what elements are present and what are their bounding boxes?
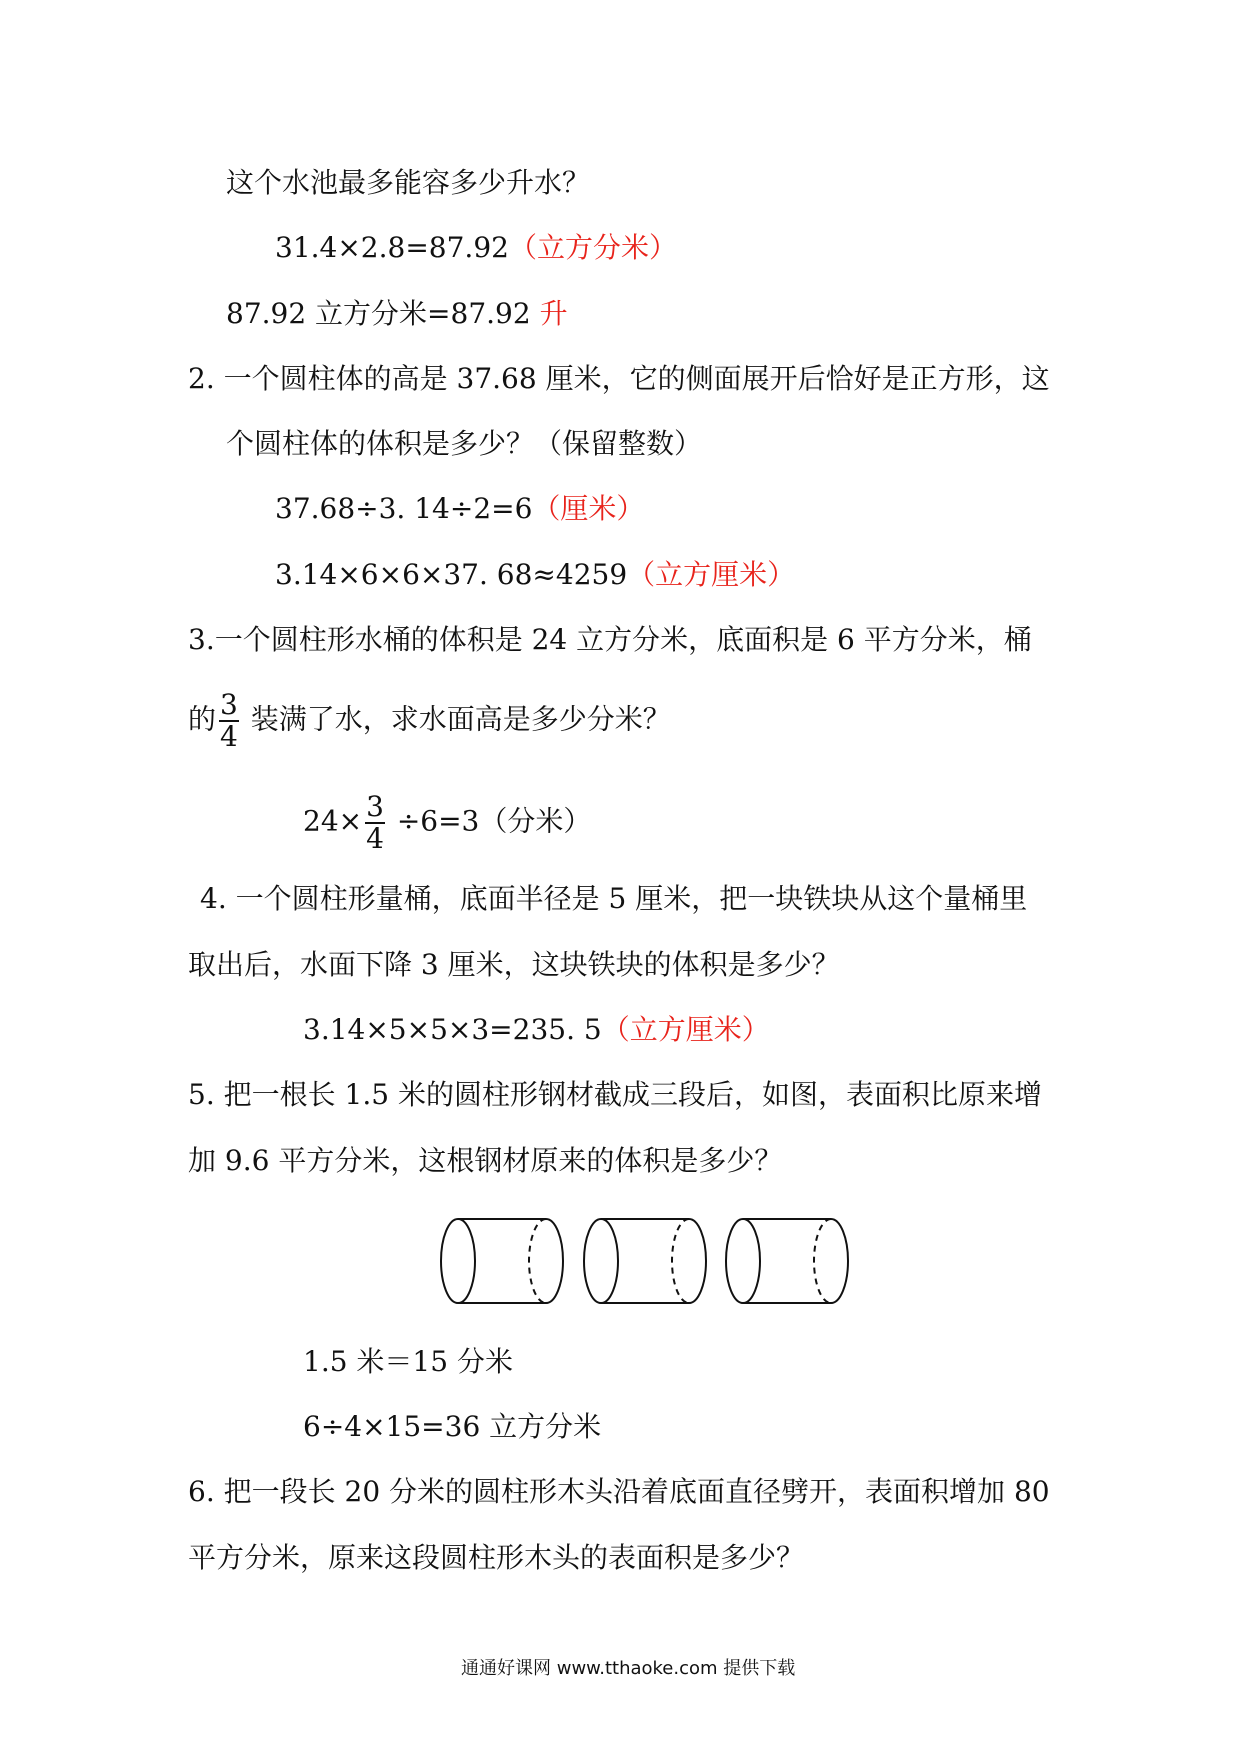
cylinder-figure: [438, 1206, 858, 1316]
solution-expression: 3.14×6×6×37. 68≈4259: [275, 558, 628, 591]
question-3-suffix: 装满了水，求水面高是多少分米？: [241, 702, 671, 736]
solution-line: 1.5 米＝15 分米: [303, 1345, 513, 1378]
question-text: 这个水池最多能容多少升水？: [226, 166, 591, 199]
question-3-prefix: 的: [188, 702, 217, 736]
question-4-text: 4. 一个圆柱形量桶，底面半径是 5 厘米，把一块铁块从这个量桶里: [200, 882, 1028, 915]
solution-line: [226, 296, 568, 332]
fraction-numerator: 3: [220, 688, 238, 721]
question-2-text: 个圆柱体的体积是多少？（保留整数）: [226, 427, 703, 460]
question-3-text: 3.一个圆柱形水桶的体积是 24 立方分米，底面积是 6 平方分米，桶: [188, 623, 1032, 656]
question-6-text: 平方分米，原来这段圆柱形木头的表面积是多少？: [188, 1541, 805, 1574]
cylinder-segment: [584, 1219, 706, 1303]
fraction-denominator: 4: [220, 720, 238, 753]
fraction-numerator: 3: [366, 790, 384, 823]
question-5-text: 加 9.6 平方分米，这根钢材原来的体积是多少？: [188, 1144, 783, 1177]
question-3-text: [188, 690, 671, 752]
solution-line: 6÷4×15=36 立方分米: [303, 1410, 602, 1443]
solution-expression: 87.92 立方分米=87.92: [226, 297, 531, 330]
solution-expression: 37.68÷3. 14÷2=6: [275, 492, 533, 525]
solution-line: [303, 1012, 770, 1048]
solution-line: [275, 230, 677, 266]
question-4-text: 取出后，水面下降 3 厘米，这块铁块的体积是多少？: [188, 948, 840, 981]
unit-label: （厘米）: [532, 492, 645, 525]
question-5-text: 5. 把一根长 1.5 米的圆柱形钢材截成三段后，如图，表面积比原来增: [188, 1078, 1042, 1111]
solution-line: [303, 792, 591, 854]
question-2-text: 2. 一个圆柱体的高是 37.68 厘米，它的侧面展开后恰好是正方形，这: [188, 362, 1050, 395]
solution-suffix: ÷6=3（分米）: [387, 804, 592, 838]
cylinder-segment: [441, 1219, 563, 1303]
unit-label: （立方分米）: [508, 231, 677, 264]
fraction-denominator: 4: [366, 822, 384, 855]
fraction: [365, 792, 385, 854]
solution-prefix: 24×: [303, 804, 363, 838]
solution-line: [275, 491, 644, 527]
unit-label: （立方厘米）: [627, 558, 796, 591]
fraction: [219, 690, 239, 752]
question-6-text: 6. 把一段长 20 分米的圆柱形木头沿着底面直径劈开，表面积增加 80: [188, 1475, 1050, 1508]
unit-label: 升: [539, 297, 568, 330]
cylinder-segment: [726, 1219, 848, 1303]
solution-expression: 3.14×5×5×3=235. 5: [303, 1013, 602, 1046]
page-footer: 通通好课网 www.tthaoke.com 提供下载: [461, 1658, 796, 1679]
solution-expression: 31.4×2.8=87.92: [275, 231, 509, 264]
unit-label: （立方厘米）: [601, 1013, 770, 1046]
solution-line: [275, 557, 795, 593]
